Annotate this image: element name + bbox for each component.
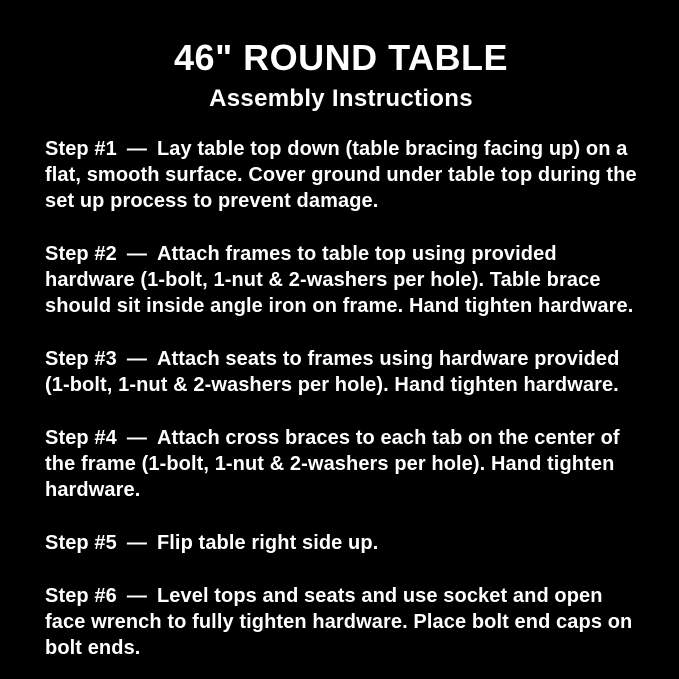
step-6-label: Step #6 <box>45 585 117 608</box>
step-3 <box>45 346 637 398</box>
step-5-text: Flip table right side up. <box>156 532 379 555</box>
step-2-text: Attach frames to table top using provided hardware (1-bolt, 1-nut & 2-washers per hole). Table brace should sit inside angle iron on frame. Hand tighten hardware. <box>45 243 634 318</box>
step-3-label: Step #3 <box>45 348 117 371</box>
header <box>45 36 637 114</box>
step-6-dash: — <box>126 585 147 608</box>
step-4-label: Step #4 <box>45 427 117 450</box>
page-title: 46" ROUND TABLE <box>174 37 508 78</box>
step-1-text: Lay table top down (table bracing facing up) on a flat, smooth surface. Cover ground under table top during the set up process to prevent damage. <box>45 138 637 213</box>
step-4 <box>45 425 637 503</box>
step-1-dash: — <box>126 138 147 161</box>
step-2-dash: — <box>126 243 147 266</box>
step-2 <box>45 241 637 319</box>
step-5-label: Step #5 <box>45 532 117 555</box>
step-3-text: Attach seats to frames using hardware provided (1-bolt, 1-nut & 2-washers per hole). Hand tighten hardware. <box>45 348 620 397</box>
page-subtitle: Assembly Instructions <box>209 85 473 113</box>
step-1-label: Step #1 <box>45 138 117 161</box>
step-5-dash: — <box>126 532 147 555</box>
step-3-dash: — <box>126 348 147 371</box>
step-5 <box>45 530 637 556</box>
steps-list <box>45 136 637 661</box>
step-1 <box>45 136 637 214</box>
step-2-label: Step #2 <box>45 243 117 266</box>
step-4-text: Attach cross braces to each tab on the center of the frame (1-bolt, 1-nut & 2-washers per hole). Hand tighten hardware. <box>45 427 620 502</box>
step-6-text: Level tops and seats and use socket and open face wrench to fully tighten hardware. Place bolt end caps on bolt ends. <box>45 585 633 660</box>
step-6 <box>45 583 637 661</box>
step-4-dash: — <box>126 427 147 450</box>
